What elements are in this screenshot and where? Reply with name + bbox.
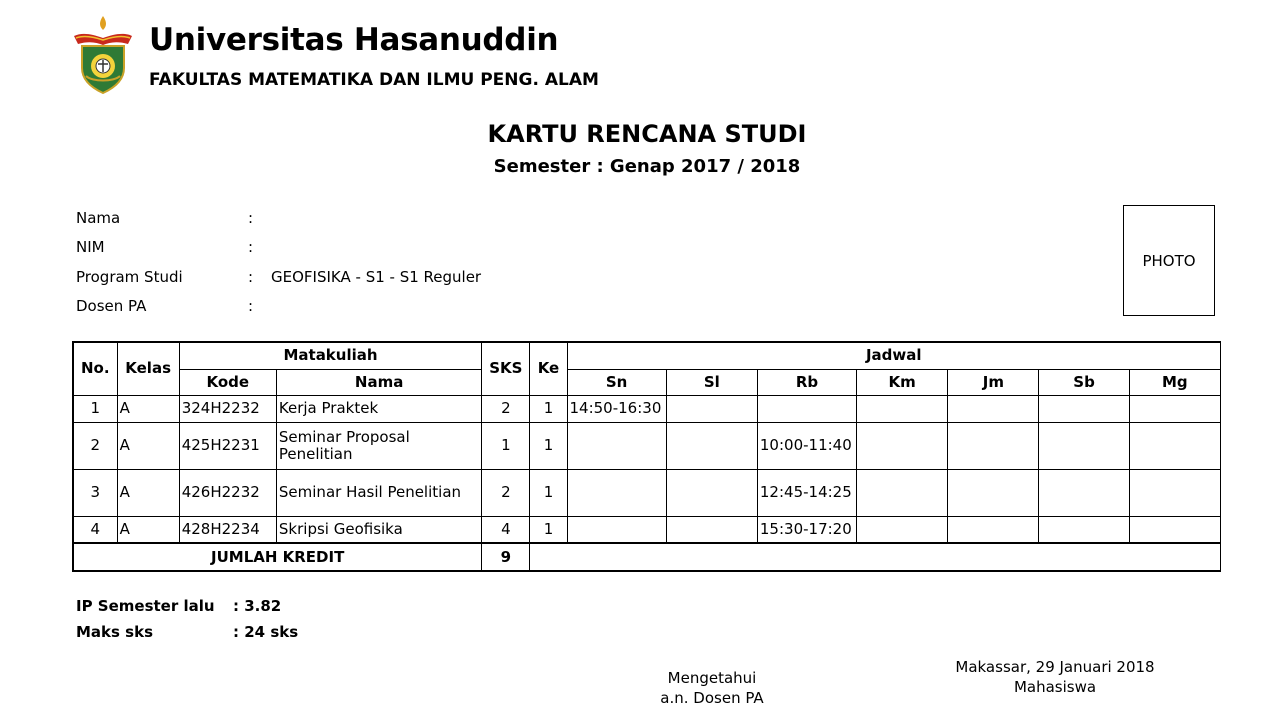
info-colon: : — [248, 209, 254, 227]
cell-kelas: A — [117, 516, 179, 543]
cell-no: 2 — [73, 422, 117, 469]
faculty-name: FAKULTAS MATEMATIKA DAN ILMU PENG. ALAM — [149, 70, 599, 90]
header-no: No. — [73, 342, 117, 395]
cell-nama: Kerja Praktek — [276, 395, 481, 422]
cell-sn: 14:50-16:30 — [567, 395, 666, 422]
university-name: Universitas Hasanuddin — [149, 22, 559, 58]
cell-no: 1 — [73, 395, 117, 422]
signature-right — [935, 657, 1175, 697]
cell-sks: 2 — [482, 469, 530, 516]
cell-no: 3 — [73, 469, 117, 516]
total-label: JUMLAH KREDIT — [73, 543, 482, 571]
signature-left — [612, 668, 812, 708]
cell-rb — [757, 395, 856, 422]
ip-value: : 3.82 — [233, 597, 282, 615]
cell-sb — [1039, 395, 1129, 422]
header-sks: SKS — [482, 342, 530, 395]
cell-mg — [1129, 422, 1220, 469]
cell-kode: 425H2231 — [179, 422, 276, 469]
header-day-km: Km — [857, 369, 948, 395]
cell-sl — [666, 516, 757, 543]
cell-sb — [1039, 516, 1129, 543]
cell-kode: 428H2234 — [179, 516, 276, 543]
cell-ke: 1 — [530, 516, 567, 543]
document-title: KARTU RENCANA STUDI — [487, 120, 807, 148]
cell-km — [857, 469, 948, 516]
info-colon: : — [248, 238, 254, 256]
cell-nama: Skripsi Geofisika — [276, 516, 481, 543]
info-label-program-studi: Program Studi — [76, 268, 183, 286]
cell-sn — [567, 422, 666, 469]
cell-rb: 10:00-11:40 — [757, 422, 856, 469]
cell-mg — [1129, 516, 1220, 543]
cell-kelas: A — [117, 395, 179, 422]
table-row — [73, 516, 1221, 543]
cell-ke: 1 — [530, 422, 567, 469]
cell-km — [857, 516, 948, 543]
cell-sks: 4 — [482, 516, 530, 543]
signature-left-line2: a.n. Dosen PA — [660, 689, 764, 707]
header-jadwal: Jadwal — [567, 342, 1221, 369]
cell-no: 4 — [73, 516, 117, 543]
university-logo — [72, 16, 134, 94]
header-kode: Kode — [179, 369, 276, 395]
total-empty — [530, 543, 1221, 571]
total-row — [73, 543, 1221, 571]
cell-sks: 1 — [482, 422, 530, 469]
header-day-sn: Sn — [567, 369, 666, 395]
cell-km — [857, 395, 948, 422]
cell-km — [857, 422, 948, 469]
cell-kode: 324H2232 — [179, 395, 276, 422]
cell-sks: 2 — [482, 395, 530, 422]
info-label-nama: Nama — [76, 209, 121, 227]
info-value-program-studi: GEOFISIKA - S1 - S1 Reguler — [271, 268, 482, 286]
header-day-jm: Jm — [948, 369, 1039, 395]
maks-label: Maks sks — [76, 623, 154, 641]
info-label-nim: NIM — [76, 238, 105, 256]
cell-sb — [1039, 469, 1129, 516]
cell-ke: 1 — [530, 395, 567, 422]
cell-jm — [948, 422, 1039, 469]
cell-rb: 12:45-14:25 — [757, 469, 856, 516]
cell-kode: 426H2232 — [179, 469, 276, 516]
header-day-mg: Mg — [1129, 369, 1220, 395]
header-kelas: Kelas — [117, 342, 179, 395]
header-matakuliah: Matakuliah — [179, 342, 482, 369]
course-table — [72, 341, 1221, 572]
header-day-sl: Sl — [666, 369, 757, 395]
cell-jm — [948, 469, 1039, 516]
cell-sl — [666, 469, 757, 516]
maks-value: : 24 sks — [233, 623, 299, 641]
header-day-sb: Sb — [1039, 369, 1129, 395]
info-colon: : — [248, 268, 254, 286]
cell-sl — [666, 422, 757, 469]
signature-right-line2: Mahasiswa — [1013, 678, 1097, 696]
photo-label: PHOTO — [1142, 251, 1196, 270]
table-row — [73, 395, 1221, 422]
header-ke: Ke — [530, 342, 567, 395]
cell-sn — [567, 469, 666, 516]
ip-label: IP Semester lalu — [76, 597, 215, 615]
header-day-rb: Rb — [757, 369, 856, 395]
cell-mg — [1129, 469, 1220, 516]
signature-right-line1: Makassar, 29 Januari 2018 — [955, 658, 1155, 676]
cell-sn — [567, 516, 666, 543]
cell-nama: Seminar Proposal Penelitian — [276, 422, 481, 469]
cell-kelas: A — [117, 422, 179, 469]
semester-label: Semester : Genap 2017 / 2018 — [493, 156, 801, 177]
table-row — [73, 422, 1221, 469]
info-colon: : — [248, 297, 254, 315]
cell-sl — [666, 395, 757, 422]
table-row — [73, 469, 1221, 516]
cell-sb — [1039, 422, 1129, 469]
info-label-dosen-pa: Dosen PA — [76, 297, 147, 315]
total-value: 9 — [482, 543, 530, 571]
signature-left-line1: Mengetahui — [667, 669, 757, 687]
photo-box — [1123, 205, 1215, 316]
cell-jm — [948, 395, 1039, 422]
cell-nama: Seminar Hasil Penelitian — [276, 469, 481, 516]
cell-jm — [948, 516, 1039, 543]
header-nama: Nama — [276, 369, 481, 395]
cell-mg — [1129, 395, 1220, 422]
cell-ke: 1 — [530, 469, 567, 516]
cell-rb: 15:30-17:20 — [757, 516, 856, 543]
cell-kelas: A — [117, 469, 179, 516]
